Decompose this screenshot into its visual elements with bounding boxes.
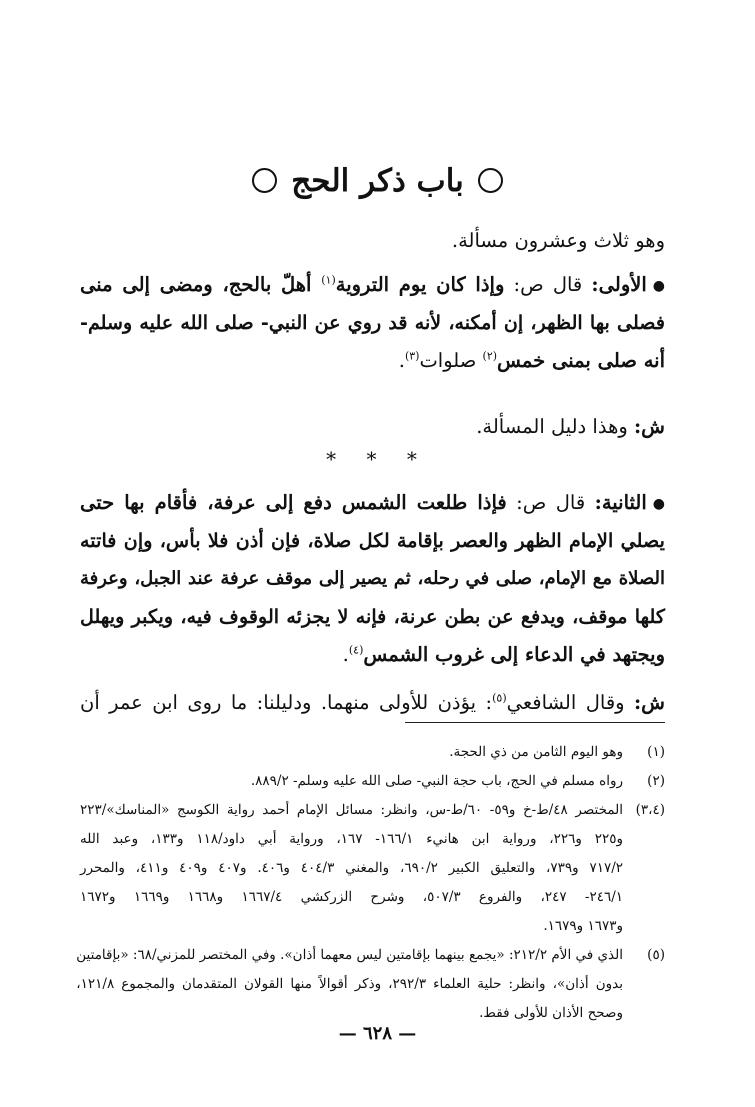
q1-text-a: وإذا كان يوم التروية xyxy=(335,273,505,296)
footnote-ref-1: (١) xyxy=(321,273,336,287)
question-2 xyxy=(80,484,665,674)
circle-ornament-right xyxy=(478,168,503,193)
footnote-3-4 xyxy=(80,796,665,941)
q1-line-3 xyxy=(80,342,665,380)
footnote-number: (٣،٤) xyxy=(635,802,665,818)
footnote-line: المختصر ٤٨/ط-خ و٥٩- ٦٠/ط-س، وانظر: مسائل الإمام أحمد رواية الكوسج «المناسك»/٢٢٣ xyxy=(80,802,624,818)
intro-paragraph xyxy=(80,222,665,260)
q1-line-3-end: . xyxy=(398,349,405,372)
bullet-icon: ● xyxy=(652,495,665,512)
q1-line-3-text: صلوات xyxy=(419,349,483,372)
footnote-number: (٢) xyxy=(647,773,665,789)
sh2-label: ش: xyxy=(633,691,665,714)
commentary-2 xyxy=(80,684,665,722)
q2-line-1 xyxy=(80,484,665,522)
section-separator: * * * xyxy=(326,447,429,471)
footnote-1 xyxy=(80,738,665,767)
footnote-ref-2: (٢) xyxy=(482,349,498,363)
q1-label: الأولى: xyxy=(591,273,647,296)
q2-text-a: فإذا طلعت الشمس دفع إلى عرفة، فأقام بها حتى xyxy=(80,491,507,514)
footnote-line: ٧١٧/٢ و٧٣٩، والتعليق الكبير ٦٩٠/٢، والمغني ٤٠٤/٣ و٤٠٦. و٤٠٧ و٤٠٩ و٤١١، والمحرر xyxy=(80,860,624,876)
q1-line-2: فصلى بها الظهر، إن أمكنه، لأنه قد روي عن النبي- صلى الله عليه وسلم- xyxy=(80,311,665,334)
q2-label: الثانية: xyxy=(594,491,647,514)
footnote-line: الذي في الأم ٢١٢/٢: «يجمع بينهما بإقامتين ليس معهما أذان». وفي المختصر للمزني/٦٨: «بإقامتين xyxy=(76,947,623,963)
question-1 xyxy=(80,266,665,380)
footnote-2 xyxy=(80,767,665,796)
footnote-number: (٥) xyxy=(647,947,665,963)
commentary-1 xyxy=(80,408,665,446)
footnote-ref-5: (٥) xyxy=(492,691,507,705)
q2-line-4: كلها موقف، ويدفع عن بطن عرنة، فإنه لا يجزئه الوقوف فيه، ويكبر ويهلل xyxy=(80,605,665,628)
q2-line-2: يصلي الإمام الظهر والعصر بإقامة لكل صلاة، فإن أذن فلا بأس، وإن فاتته xyxy=(80,529,665,552)
q2-line-5 xyxy=(80,636,665,674)
q1-line-3-bold: أنه صلى بمنى خمس xyxy=(497,349,665,372)
page-number: — ٦٢٨ — xyxy=(338,1023,417,1044)
sh2-text-b: : يؤذن للأولى منهما. ودليلنا: ما روى ابن عمر أن xyxy=(80,691,493,714)
sh2-text-a: وقال الشافعي xyxy=(506,691,634,714)
footnote-number: (١) xyxy=(647,744,665,760)
circle-ornament-left xyxy=(252,168,277,193)
q1-line-1 xyxy=(80,266,665,304)
footnote-line: و١٦٧٣ و١٦٧٩. xyxy=(543,918,623,934)
footnote-line: ٢٤٦/١- ٢٤٧، والفروع ٥٠٧/٣، وشرح الزركشي ١٦٦٧/٤ و١٦٦٨ و١٦٦٩ و١٦٧٢ xyxy=(80,889,623,905)
footnote-line: رواه مسلم في الحج، باب حجة النبي- صلى الله عليه وسلم- ٨٨٩/٢. xyxy=(250,773,623,789)
footnote-line: و٢٢٥ و٢٢٦، ورواية ابن هانيء ١٦٦/١- ١٦٧، ورواية أبي داود/١١٨ و١٣٣، وعبد الله xyxy=(80,831,623,847)
sh1-text: وهذا دليل المسألة. xyxy=(476,415,634,438)
chapter-title-text: باب ذكر الحج xyxy=(291,163,464,199)
intro-text: وهو ثلاث وعشرون مسألة. xyxy=(451,229,665,252)
footnote-line: بدون أذان»، وانظر: حلية العلماء ٢٩٢/٣، وذكر أقوالاً منها القولان المتقدمان والمجموع ١٢١/٨، xyxy=(76,976,623,992)
q2-line-3: الصلاة مع الإمام، صلى في رحله، ثم يصير إلى موقف عرفة عند الجبل، وعرفة xyxy=(80,568,665,589)
footnote-ref-4: (٤) xyxy=(348,643,364,657)
sh1-label: ش: xyxy=(633,415,665,438)
footnote-divider xyxy=(405,722,665,723)
q2-says: قال ص: xyxy=(506,491,595,514)
bullet-icon: ● xyxy=(652,277,665,294)
q1-text-b: أهلّ بالحج، ومضى إلى منى xyxy=(80,273,322,296)
footnote-line: وصحح الأذان للأولى فقط. xyxy=(479,1005,623,1021)
q2-line-5-end: . xyxy=(342,643,349,666)
footnote-5 xyxy=(76,941,665,1028)
q2-line-5-text: ويجتهد في الدعاء إلى غروب الشمس xyxy=(363,643,665,666)
chapter-title xyxy=(0,158,755,204)
footnote-line: وهو اليوم الثامن من ذي الحجة. xyxy=(449,744,623,760)
q1-says: قال ص: xyxy=(504,273,592,296)
footnotes xyxy=(76,738,665,1028)
sh1-line xyxy=(80,408,665,446)
footnote-ref-3: (٣) xyxy=(404,349,420,363)
sh2-line xyxy=(80,684,665,722)
